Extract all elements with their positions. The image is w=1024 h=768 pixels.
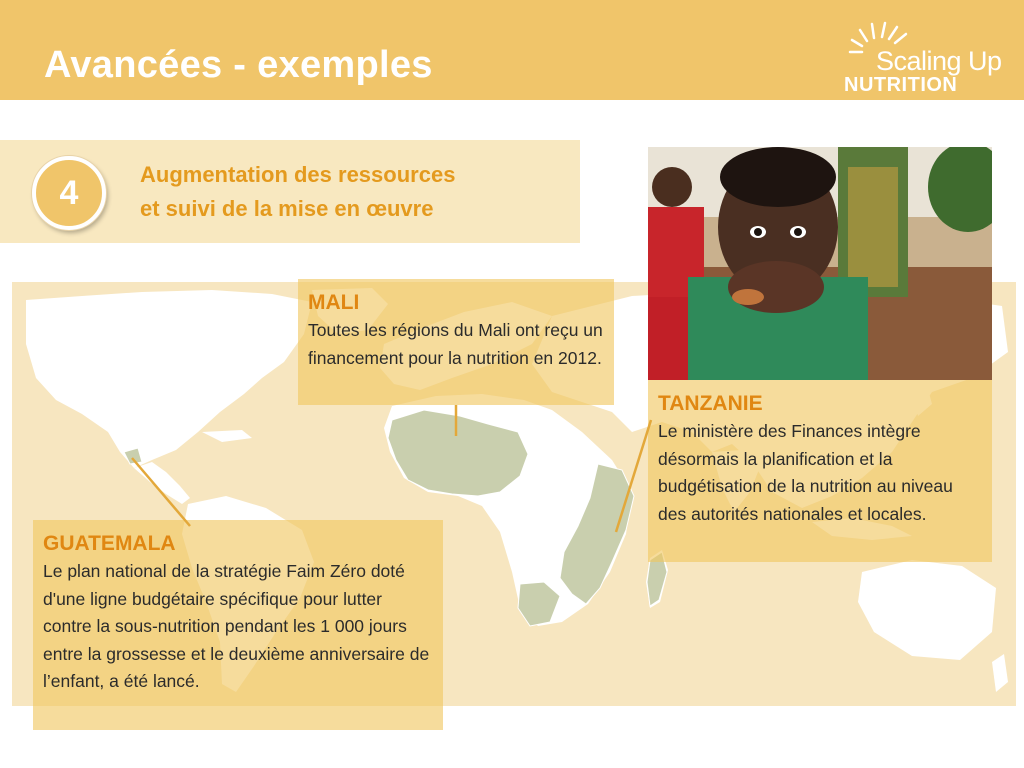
callout-guatemala xyxy=(33,520,443,730)
child-eating-photo xyxy=(648,147,992,380)
logo-text-bottom: NUTRITION xyxy=(844,74,958,96)
callout-tanzanie-body: Le ministère des Finances intègre désormais la planification et la budgétisation de la nutrition au niveau des autorités nationales et locales. xyxy=(658,421,953,524)
logo-text-top: Scaling Up xyxy=(876,46,1002,76)
subtitle-line-1: Augmentation des ressources xyxy=(140,162,456,187)
callout-tanzanie xyxy=(648,380,992,562)
callout-guatemala-title: GUATEMALA xyxy=(43,532,176,555)
callout-mali-body: Toutes les régions du Mali ont reçu un financement pour la nutrition en 2012. xyxy=(308,320,603,368)
step-number-badge: 4 xyxy=(32,156,106,230)
callout-mali-title: MALI xyxy=(308,291,360,314)
callout-guatemala-body: Le plan national de la stratégie Faim Zéro doté d'une ligne budgétaire spécifique pour lutter contre la sous-nutrition pendant les 1 000 jours entre la grossesse et le deuxième anniversaire de l’enfant, a été lancé. xyxy=(43,561,430,691)
subtitle-line-2: et suivi de la mise en œuvre xyxy=(140,196,434,221)
callout-mali xyxy=(298,279,614,405)
scaling-up-nutrition-logo xyxy=(840,18,1020,98)
slide-title: Avancées - exemples xyxy=(44,44,433,86)
callout-tanzanie-title: TANZANIE xyxy=(658,392,763,415)
header-bar xyxy=(0,0,1024,100)
subtitle-text xyxy=(140,158,560,226)
